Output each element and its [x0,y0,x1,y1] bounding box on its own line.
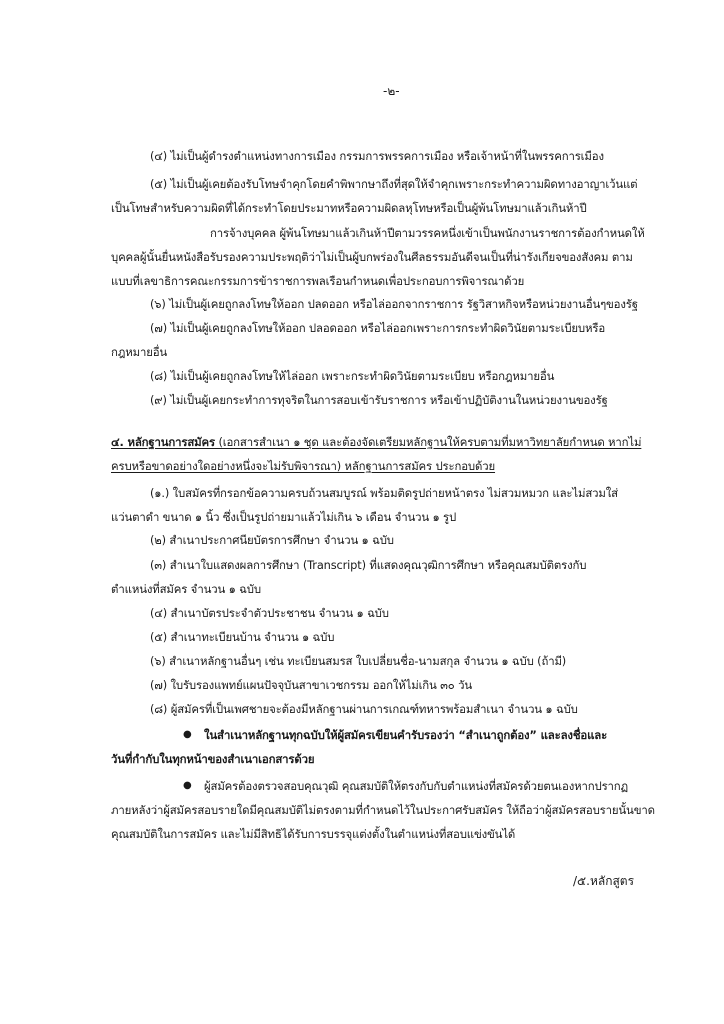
eligibility-note-line-3: คุณสมบัติในการสมัคร และไม่มีสิทธิได้รับการบรรจุแต่งตั้งในตำแหน่งที่สอบแข่งขันได้ [111,827,516,841]
qualification-item-8: (๘) ไม่เป็นผู้เคยถูกลงโทษให้ไล่ออก เพราะกระทำผิดวินัยตามระเบียบ หรือกฎหมายอื่น [150,369,555,383]
continuation-reference: /๕.หลักสูตร [573,874,635,888]
qualification-item-7-line-2: กฎหมายอื่น [111,345,168,359]
document-item-4: (๔) สำเนาบัตรประจำตัวประชาชน จำนวน ๑ ฉบับ [150,606,389,620]
qualification-item-5-line-4: บุคคลผู้นั้นยื่นหนังสือรับรองความประพฤติว่าไม่เป็นผู้บกพร่องในศีลธรรมอันดีจนเป็นที่น่ารังเกียจของสังคม ตาม [111,250,633,264]
bullet-icon: ● [183,729,192,740]
page-number: -๒- [383,84,400,98]
section-4-heading-line-2 [111,458,495,474]
document-item-6: (๖) สำเนาหลักฐานอื่นๆ เช่น ทะเบียนสมรส ใบเปลี่ยนชื่อ-นามสกุล จำนวน ๑ ฉบับ (ถ้ามี) [150,654,567,668]
section-4-heading-tail: หลักฐานการสมัคร ประกอบด้วย [341,459,496,473]
qualification-item-5-line-1: (๕) ไม่เป็นผู้เคยต้องรับโทษจำคุกโดยคำพิพากษาถึงที่สุดให้จำคุกเพราะกระทำความผิดทางอาญาเว้นแต่ [150,177,638,191]
document-item-2: (๒) สำเนาประกาศนียบัตรการศึกษา จำนวน ๑ ฉบับ [150,533,394,547]
section-4-title: ๔. หลักฐานการสมัคร [111,435,215,449]
document-item-8: (๘) ผู้สมัครที่เป็นเพศชายจะต้องมีหลักฐานผ่านการเกณฑ์ทหารพร้อมสำเนา จำนวน ๑ ฉบับ [150,702,578,716]
document-item-3-line-2: ตำแหน่งที่สมัคร จำนวน ๑ ฉบับ [111,582,261,596]
eligibility-note-line-2: ภายหลังว่าผู้สมัครสอบรายใดมีคุณสมบัติไม่ตรงตามที่กำหนดไว้ในประกาศรับสมัคร ให้ถือว่าผู้สมัครสอบรายนั้นขาด [111,803,655,817]
qualification-item-4: (๔) ไม่เป็นผู้ดำรงตำแหน่งทางการเมือง กรรมการพรรคการเมือง หรือเจ้าหน้าที่ในพรรคการเมือง [150,149,604,163]
section-4-heading [111,434,641,450]
certified-copy-note-line-1: ในสำเนาหลักฐานทุกฉบับให้ผู้สมัครเขียนคำรับรองว่า “สำเนาถูกต้อง” และลงชื่อและ [204,728,608,742]
qualification-item-9: (๙) ไม่เป็นผู้เคยกระทำการทุจริตในการสอบเข้ารับราชการ หรือเข้าปฏิบัติงานในหน่วยงานของรัฐ [150,393,608,407]
eligibility-note-line-1: ผู้สมัครต้องตรวจสอบคุณวุฒิ คุณสมบัติให้ตรงกับกับตำแหน่งที่สมัครด้วยตนเองหากปรากฏ [204,779,629,793]
document-item-5: (๕) สำเนาทะเบียนบ้าน จำนวน ๑ ฉบับ [150,630,335,644]
certified-copy-note-line-2: วันที่กำกับในทุกหน้าของสำเนาเอกสารด้วย [111,752,315,766]
bullet-icon: ● [183,780,192,791]
section-4-note-line-1: (เอกสารสำเนา ๑ ชุด และต้องจัดเตรียมหลักฐานให้ครบตามที่มหาวิทยาลัยกำหนด หากไม่ [214,435,642,449]
qualification-item-6: (๖) ไม่เป็นผู้เคยถูกลงโทษให้ออก ปลดออก หรือไล่ออกจากราชการ รัฐวิสาหกิจหรือหน่วยงานอื่นๆของรัฐ [150,297,638,311]
document-item-1-line-1: (๑.) ใบสมัครที่กรอกข้อความครบถ้วนสมบูรณ์ พร้อมติดรูปถ่ายหน้าตรง ไม่สวมหมวก และไม่สวมใส่ [150,486,618,500]
section-4-note-line-2: ครบหรือขาดอย่างใดอย่างหนึ่งจะไม่รับพิจารณา) [111,459,342,473]
qualification-item-5-line-2: เป็นโทษสำหรับความผิดที่ได้กระทำโดยประมาทหรือความผิดลหุโทษหรือเป็นผู้พ้นโทษมาแล้วเกินห้าปี [111,201,587,215]
document-item-3-line-1: (๓) สำเนาใบแสดงผลการศึกษา (Transcript) ที่แสดงคุณวุฒิการศึกษา หรือคุณสมบัติตรงกับ [150,558,587,572]
document-item-7: (๗) ใบรับรองแพทย์แผนปัจจุบันสาขาเวชกรรม ออกให้ไม่เกิน ๓๐ วัน [150,678,472,692]
qualification-item-5-line-5: แบบที่เลขาธิการคณะกรรมการข้าราชการพลเรือนกำหนดเพื่อประกอบการพิจารณาด้วย [111,274,525,288]
document-item-1-line-2: แว่นตาดำ ขนาด ๑ นิ้ว ซึ่งเป็นรูปถ่ายมาแล้วไม่เกิน ๖ เดือน จำนวน ๑ รูป [111,510,457,524]
qualification-item-7-line-1: (๗) ไม่เป็นผู้เคยถูกลงโทษให้ออก ปลอดออก หรือไล่ออกเพราะการกระทำผิดวินัยตามระเบียบหรือ [150,321,606,335]
qualification-item-5-line-3: การจ้างบุคคล ผู้พ้นโทษมาแล้วเกินห้าปีตามวรรคหนึ่งเข้าเป็นพนักงานราชการต้องกำหนดให้ [210,226,645,240]
